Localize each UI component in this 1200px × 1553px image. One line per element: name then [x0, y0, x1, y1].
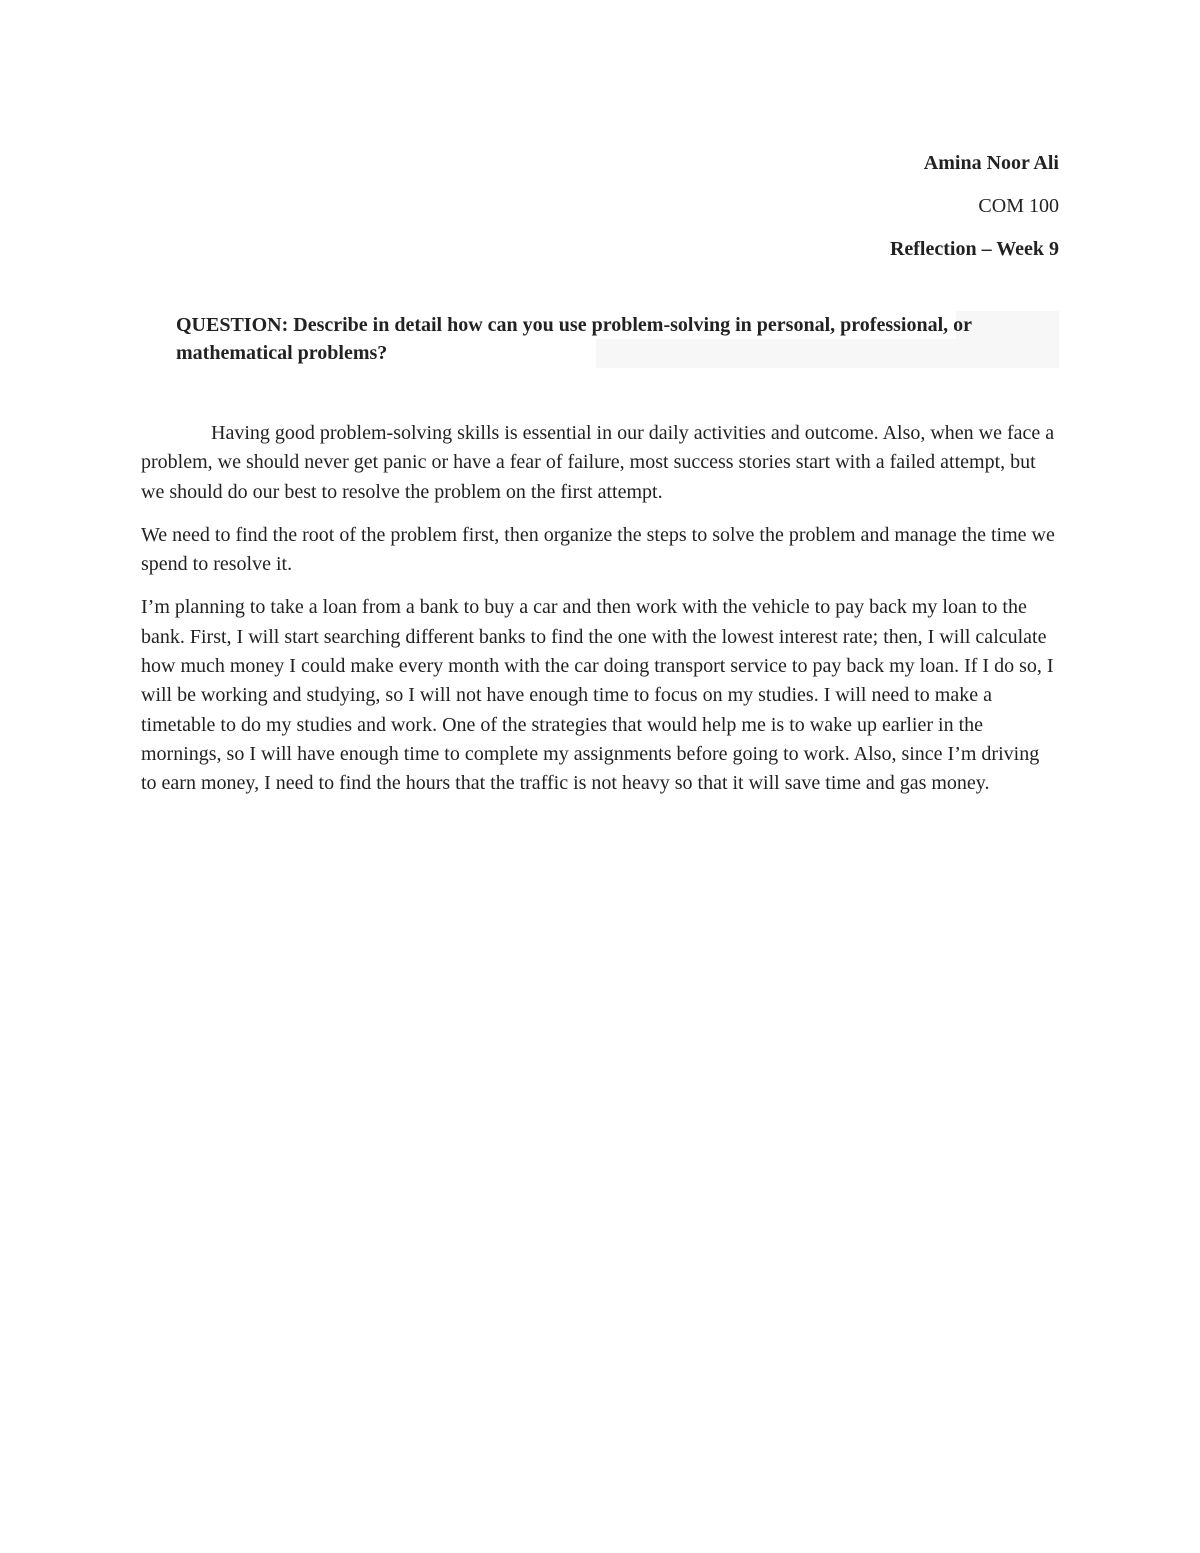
question-block — [176, 311, 1059, 367]
author-name: Amina Noor Ali — [923, 152, 1059, 174]
paragraph-1: Having good problem-solving skills is essential in our daily activities and outcome. Also, when we face a problem, we should never get panic or have a fear of failure, most success stories start with a failed attempt, but we should do our best to resolve the problem on the first attempt. — [141, 422, 1055, 503]
paragraph-3: I’m planning to take a loan from a bank to buy a car and then work with the vehicle to pay back my loan to the bank. First, I will start searching different banks to find the one with the lowest interest rate; then, I will calculate how much money I could make every month with the car doing transport service to pay back my loan. If I do so, I will be working and studying, so I will not have enough time to focus on my studies. I will need to make a timetable to do my studies and work. One of the strategies that would help me is to wake up earlier in the mornings, so I will have enough time to complete my assignments before going to work. Also, since I’m driving to earn money, I need to find the hours that the traffic is not heavy so that it will save time and gas money. — [141, 596, 1054, 795]
paragraph-2: We need to find the root of the problem first, then organize the steps to solve the problem and manage the time we spend to resolve it. — [141, 523, 1055, 576]
document-header — [890, 142, 1059, 271]
course-code: COM 100 — [978, 195, 1059, 217]
question-text: QUESTION: Describe in detail how can you use problem-solving in personal, professional, or mathematical problems? — [176, 314, 972, 364]
assignment-title: Reflection – Week 9 — [889, 238, 1059, 260]
essay-body — [141, 419, 1059, 813]
